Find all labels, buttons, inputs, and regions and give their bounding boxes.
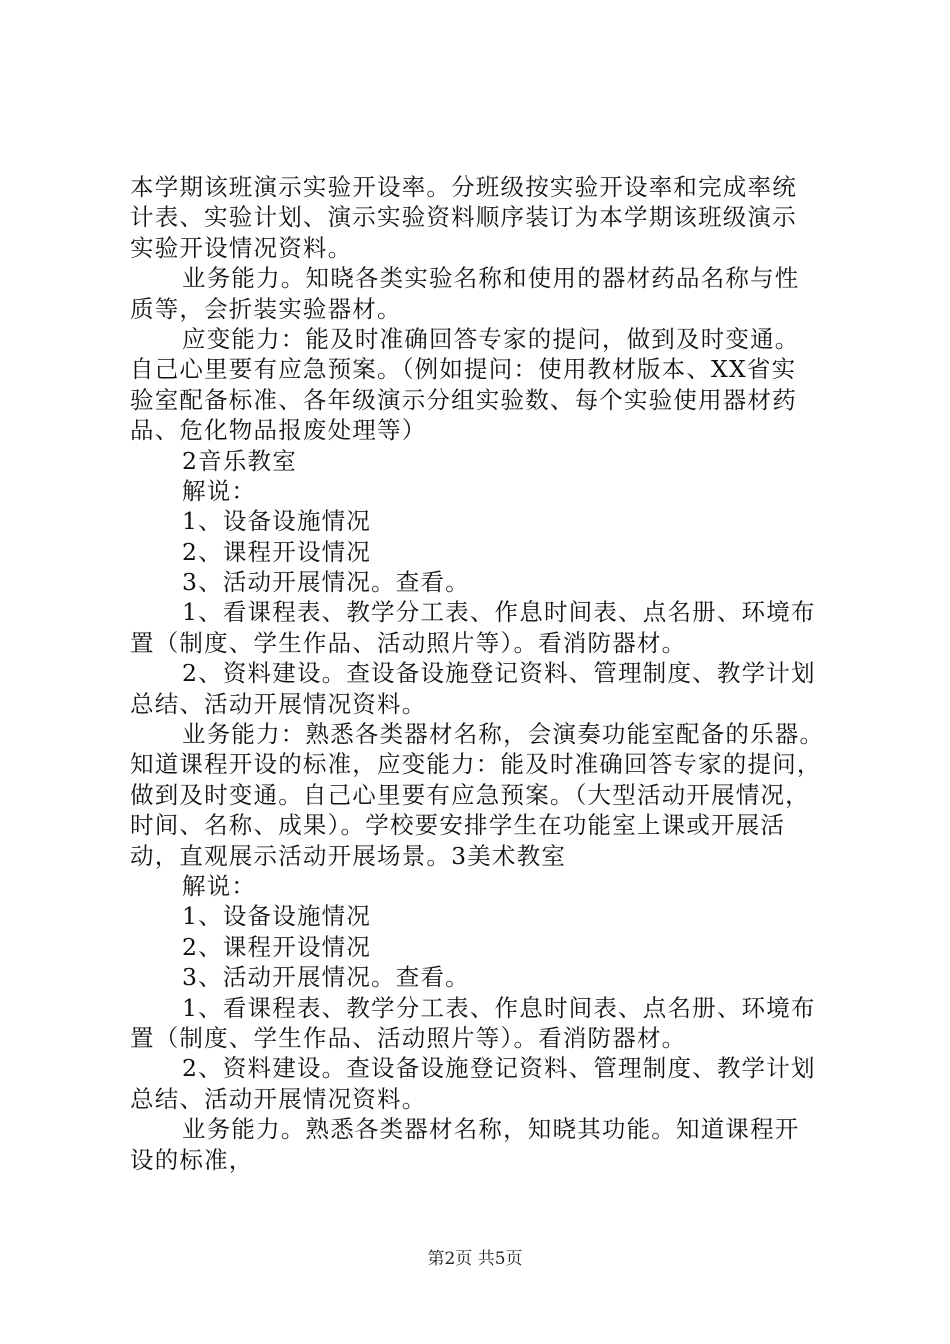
text-line: 置（制度、学生作品、活动照片等）。看消防器材。 <box>130 628 687 657</box>
text-line: 知道课程开设的标准，应变能力：能及时准确回答专家的提问， <box>130 750 822 779</box>
text-line: 解说： <box>182 871 257 900</box>
text-line: 2、资料建设。查设备设施登记资料、管理制度、教学计划 <box>182 659 816 688</box>
text-line: 做到及时变通。自己心里要有应急预案。（大型活动开展情况， <box>130 780 810 809</box>
text-line: 1、看课程表、教学分工表、作息时间表、点名册、环境布 <box>182 993 816 1022</box>
text-line: 解说： <box>182 476 257 505</box>
text-line: 验室配备标准、各年级演示分组实验数、每个实验使用器材药 <box>130 385 797 414</box>
text-line: 1、看课程表、教学分工表、作息时间表、点名册、环境布 <box>182 598 816 627</box>
text-line: 时间、名称、成果）。学校要安排学生在功能室上课或开展活 <box>130 811 786 840</box>
text-line: 计表、实验计划、演示实验资料顺序装订为本学期该班级演示 <box>130 203 797 232</box>
text-line: 实验开设情况资料。 <box>130 233 353 262</box>
text-line: 品、危化物品报废处理等） <box>130 416 427 445</box>
document-body <box>130 172 830 1175</box>
text-line: 总结、活动开展情况资料。 <box>130 689 427 718</box>
text-line: 业务能力：熟悉各类器材名称，会演奏功能室配备的乐器。 <box>182 720 825 749</box>
text-line: 自己心里要有应急预案。（例如提问：使用教材版本、XX省实 <box>130 355 797 384</box>
text-line: 业务能力。知晓各类实验名称和使用的器材药品名称与性 <box>182 264 800 293</box>
text-line: 2、资料建设。查设备设施登记资料、管理制度、教学计划 <box>182 1054 816 1083</box>
text-line: 动，直观展示活动开展场景。3美术教室 <box>130 841 567 870</box>
text-line: 本学期该班演示实验开设率。分班级按实验开设率和完成率统 <box>130 173 797 201</box>
text-line: 业务能力。熟悉各类器材名称，知晓其功能。知道课程开 <box>182 1115 800 1144</box>
text-line: 2、课程开设情况 <box>182 537 372 566</box>
text-line: 质等，会折装实验器材。 <box>130 294 402 323</box>
text-line: 置（制度、学生作品、活动照片等）。看消防器材。 <box>130 1023 687 1052</box>
text-line: 2、课程开设情况 <box>182 932 372 961</box>
page-footer: 第2页 共5页 <box>427 1249 523 1269</box>
text-line: 总结、活动开展情况资料。 <box>130 1084 427 1113</box>
text-line: 1、设备设施情况 <box>182 902 372 931</box>
text-line: 3、活动开展情况。查看。 <box>182 568 470 597</box>
text-line: 1、设备设施情况 <box>182 507 372 536</box>
text-line: 2音乐教室 <box>182 446 297 475</box>
text-line: 设的标准， <box>130 1145 254 1174</box>
text-line: 3、活动开展情况。查看。 <box>182 963 470 992</box>
text-line: 应变能力：能及时准确回答专家的提问，做到及时变通。 <box>182 324 800 353</box>
